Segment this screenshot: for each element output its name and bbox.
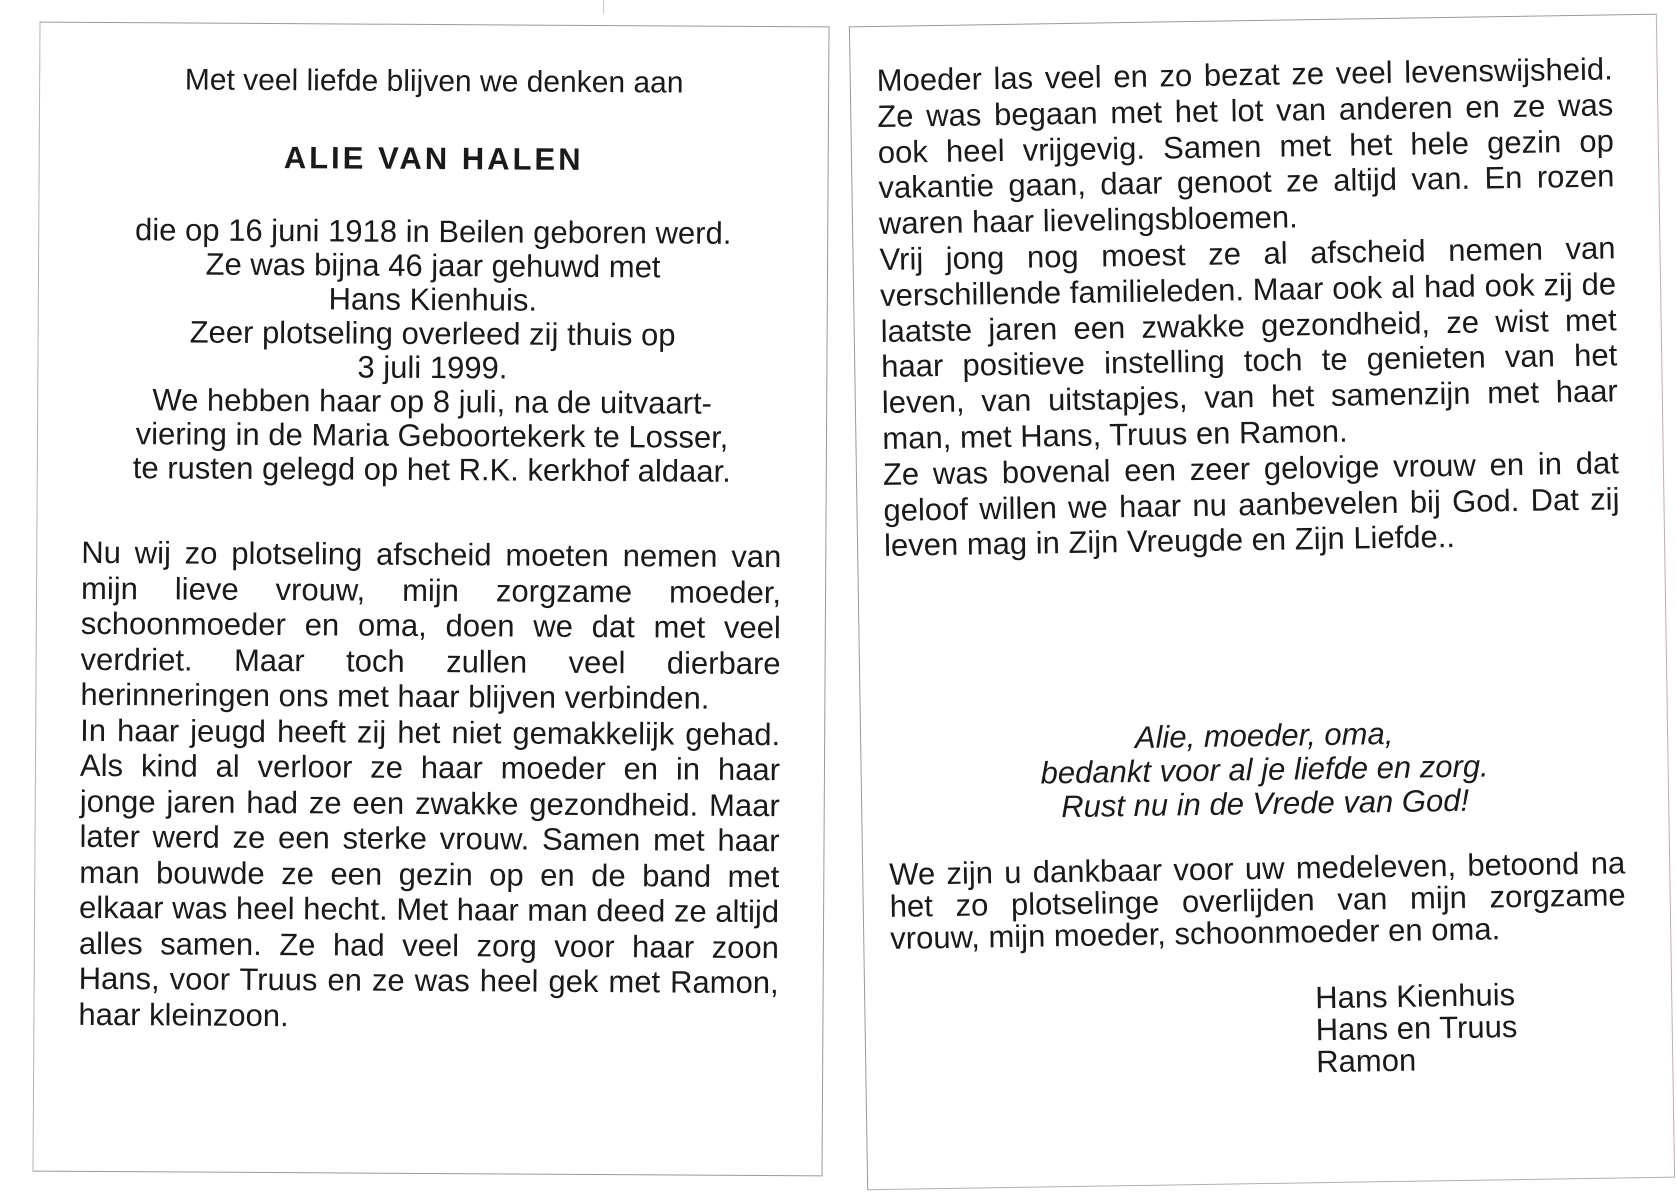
life-line: viering in de Maria Geboortekerk te Losser, xyxy=(135,416,729,455)
deceased-name: ALIE VAN HALEN xyxy=(283,140,584,177)
faith-paragraph: Ze was bovenal een zeer gelovige vrouw en in dat geloof willen we haar nu aanbevelen bij God. Dat zij leven mag in Zijn Vreugde en Zijn Liefde.. xyxy=(882,445,1620,564)
life-line: We hebben haar op 8 juli, na de uitvaart- xyxy=(152,382,713,421)
signature-line: Ramon xyxy=(1315,1042,1417,1080)
left-body-text xyxy=(78,535,781,1036)
right-body-text xyxy=(876,51,1620,564)
farewell-paragraph: Nu wij zo plotseling afscheid moeten nemen van mijn lieve vrouw, mijn zorgzame moeder, schoonmoeder en oma, doen we dat met veel verdriet. Maar toch zullen veel dierbare herinneringen ons met haar blijven verbinden. xyxy=(80,534,782,716)
life-line: Ze was bijna 46 jaar gehuwd met xyxy=(205,246,661,285)
thanks-paragraph xyxy=(889,847,1626,955)
scan-mark xyxy=(603,0,604,14)
verse-line: bedankt voor al je liefde en zorg. xyxy=(1040,748,1489,791)
verse-line: Alie, moeder, oma, xyxy=(1134,715,1394,756)
character-paragraph: Moeder las veel en zo bezat ze veel levenswijsheid. Ze was begaan met het lot van anderen en ze was ook heel vrijgevig. Samen met het hele gezin op vakantie gaan, daar genoot ze altijd van. En rozen waren haar lievelingsbloemen. xyxy=(876,51,1615,242)
left-page xyxy=(32,22,829,1177)
verse-line: Rust nu in de Vrede van God! xyxy=(1060,782,1470,825)
life-line: Hans Kienhuis. xyxy=(328,281,538,318)
right-page xyxy=(849,14,1675,1191)
life-line: Zeer plotseling overleed zij thuis op xyxy=(189,314,676,353)
signature-line: Hans en Truus xyxy=(1315,1009,1518,1048)
life-line: 3 juli 1999. xyxy=(357,349,508,386)
signatures xyxy=(1315,979,1518,1078)
signature-line: Hans Kienhuis xyxy=(1314,977,1516,1016)
life-details xyxy=(78,213,788,489)
life-line: die op 16 juni 1918 in Beilen geboren werd. xyxy=(134,212,732,251)
life-line: te rusten gelegd op het R.K. kerkhof aldaar. xyxy=(132,450,731,489)
closing-verse xyxy=(861,713,1669,828)
intro-line: Met veel liefde blijven we denken aan xyxy=(184,63,684,100)
youth-paragraph: In haar jeugd heeft zij het niet gemakkelijk gehad. Als kind al verloor ze haar moeder en in haar jonge jaren had ze een zwakke gezondheid. Maar later werd ze een sterke vrouw. Samen met haar man bouwde ze een gezin op en de band met elkaar was heel hecht. Met haar man deed ze altijd alles samen. Ze had veel zorg voor haar zoon Hans, voor Truus en ze was heel gek met Ramon, haar kleinzoon. xyxy=(78,712,781,1033)
thanks-text: We zijn u dankbaar voor uw medeleven, betoond na het zo plotselinge overlijden van mijn zorgzame vrouw, mijn moeder, schoonmoeder en oma. xyxy=(888,845,1626,956)
health-paragraph: Vrij jong nog moest ze al afscheid nemen van verschillende familieleden. Maar ook al had ook zij de laatste jaren een zwakke gezondheid, ze wist met haar positieve instelling toch te genieten van het leven, van uitstapjes, van het samenzijn met haar man, met Hans, Truus en Ramon. xyxy=(879,230,1619,456)
